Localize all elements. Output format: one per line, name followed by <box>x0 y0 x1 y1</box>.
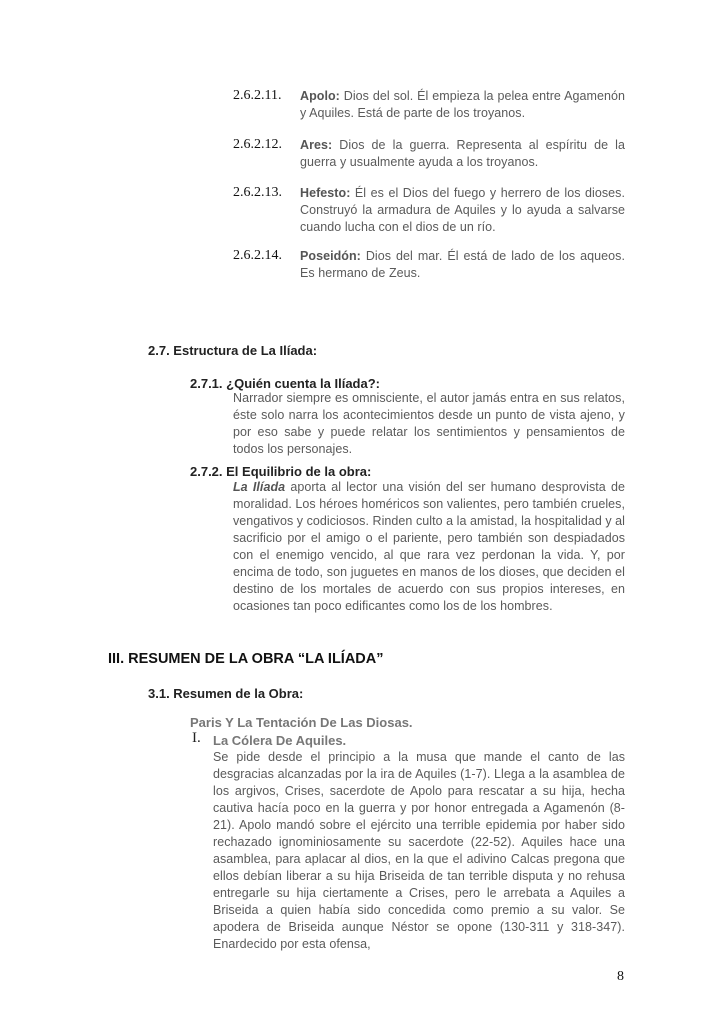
section-heading: 2.7. Estructura de La Ilíada: <box>148 343 318 358</box>
roman-numeral: I. <box>192 730 201 746</box>
chapter-heading: III. RESUMEN DE LA OBRA “LA ILÍADA” <box>108 651 384 667</box>
god-entry <box>300 88 625 122</box>
page-number: 8 <box>617 969 624 984</box>
item-number: 2.6.2.12. <box>233 137 282 152</box>
god-name: Apolo: <box>300 89 340 103</box>
paragraph: Narrador siempre es omnisciente, el autor jamás entra en sus relatos, éste solo narra los acontecimientos desde un punto de vista ajeno, y por eso sabe y puede relatar los sentimientos y pensamientos de todos los personajes. <box>233 391 625 456</box>
god-name: Poseidón: <box>300 249 361 263</box>
paragraph <box>233 479 625 615</box>
god-description: Él es el Dios del fuego y herrero de los dioses. Construyó la armadura de Aquiles y lo ayuda a salvarse cuando lucha con el dios de un río. <box>300 186 625 234</box>
item-number: 2.6.2.11. <box>233 88 282 103</box>
italic-title: La Ilíada <box>233 480 286 494</box>
god-description: Dios del mar. Él está de lado de los aqueos. Es hermano de Zeus. <box>300 249 625 280</box>
subsection-heading: 2.7.2. El Equilibrio de la obra: <box>190 464 372 479</box>
god-description: Dios de la guerra. Representa al espíritu de la guerra y usualmente ayuda a los troyanos. <box>300 138 625 169</box>
paragraph: Se pide desde el principio a la musa que mande el canto de las desgracias alcanzadas por la ira de Aquiles (1-7). Llega a la asamblea de los argivos, Crises, sacerdote de Apolo para rescatar a su hija, hecha cautiva hacía poco en la guerra y por honor entregada a Agamenón (8-21). Apolo mandó sobre el ejército una terrible epidemia por haber sido rechazado ignominiosamente su sacerdote (22-52). Aquiles hace una asamblea, para aplacar al dios, en la que el adivino Calcas pregona que ellos debían liberar a su hija Briseida de tan terrible disputa y no rehusa entregarle su hija ciertamente a Crises, pero le arrebata a Aquiles a Briseida a quien había sido concedida como premio a su valor. Se apodera de Briseida aunque Néstor se opone (130-311 y 318-347). Enardecido por esta ofensa, <box>213 750 625 951</box>
subsection-heading: 2.7.1. ¿Quién cuenta la Ilíada?: <box>190 376 380 391</box>
item-number: 2.6.2.14. <box>233 248 282 263</box>
god-entry <box>300 248 625 282</box>
subsection-heading: Paris Y La Tentación De Las Diosas. <box>190 715 413 730</box>
god-description: Dios del sol. Él empieza la pelea entre Agamenón y Aquiles. Está de parte de los troyanos. <box>300 89 625 120</box>
god-name: Ares: <box>300 138 333 152</box>
item-number: 2.6.2.13. <box>233 185 282 200</box>
subsection-heading: La Cólera De Aquiles. <box>213 733 347 748</box>
god-entry <box>300 185 625 236</box>
god-entry <box>300 137 625 171</box>
section-heading: 3.1. Resumen de la Obra: <box>148 686 304 701</box>
paragraph-text: aporta al lector una visión del ser humano desprovista de moralidad. Los héroes homéricos son valientes, pero también crueles, vengativos y codiciosos. Rinden culto a la amistad, la hospitalidad y al sacrificio por el amigo o el pariente, pero también son despiadados con el enemigo vencido, al que rara vez perdonan la vida. Y, por encima de todo, son juguetes en manos de los dioses, que deciden el destino de los mortales de acuerdo con sus propios intereses, en ocasiones tan poco edificantes como los de los hombres. <box>233 480 626 613</box>
god-name: Hefesto: <box>300 186 351 200</box>
